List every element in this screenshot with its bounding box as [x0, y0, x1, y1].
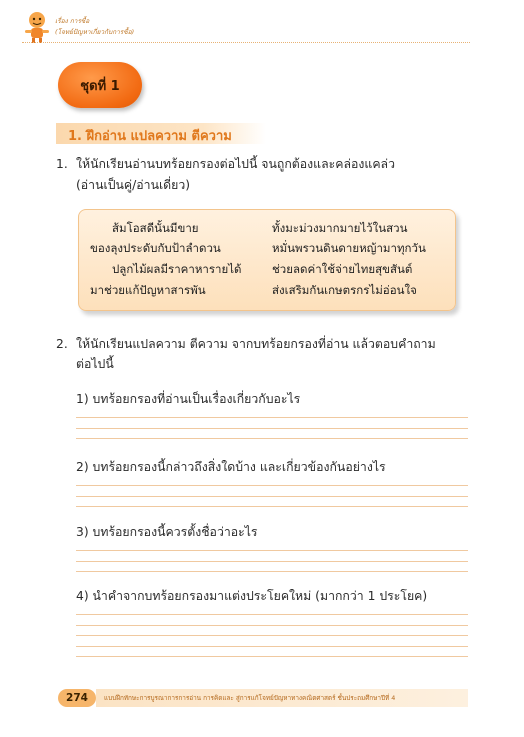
poem-left-2: ของลุงประดับกับป้าลำดวน [90, 241, 221, 255]
poem-right-4: ส่งเสริมกันเกษตรกรไม่อ่อนใจ [272, 283, 417, 297]
header-subtopic: (โจทย์ปัญหาเกี่ยวกับการซื้อ) [55, 28, 135, 36]
q2-text-line2: ต่อไปนี้ [76, 357, 114, 371]
poem-left-1: ส้มโอสดีนั้นมีขาย [112, 221, 199, 235]
header-topic: เรื่อง การซื้อ [55, 17, 90, 25]
header-divider [22, 42, 470, 43]
poem-left-3: ปลูกไม้ผลมีราคาหารายได้ [112, 262, 242, 276]
answer-lines-4[interactable] [76, 614, 468, 667]
answer-lines-3[interactable] [76, 550, 468, 582]
q2-text: ให้นักเรียนแปลความ ตีความ จากบทร้อยกรองที่อ่าน แล้วตอบคำถาม [76, 337, 436, 351]
poem-right-3: ช่วยลดค่าใช้จ่ายไทยสุขสันต์ [272, 262, 413, 276]
poem-right-1: ทั้งมะม่วงมากมายไว้ในสวน [272, 221, 408, 235]
q2-number: 2. [56, 337, 68, 351]
subquestion-3: 3) บทร้อยกรองนี้ควรตั้งชื่อว่าอะไร [76, 525, 258, 539]
poem-right-2: หมั่นพรวนดินดายหญ้ามาทุกวัน [272, 241, 426, 255]
answer-lines-1[interactable] [76, 417, 468, 449]
subquestion-4: 4) นำคำจากบทร้อยกรองมาแต่งประโยคใหม่ (มากกว่า 1 ประโยค) [76, 589, 428, 603]
q1-text-line2: (อ่านเป็นคู่/อ่านเดี่ยว) [76, 178, 191, 192]
subquestion-1: 1) บทร้อยกรองที่อ่านเป็นเรื่องเกี่ยวกับอะไร [76, 392, 301, 406]
footer-text: แบบฝึกทักษะการบูรณาการการอ่าน การคิดและ สู่การแก้โจทย์ปัญหาทางคณิตศาสตร์ ชั้นประถมศึกษาปีที่ 4 [104, 694, 396, 702]
page-number: 274 [58, 689, 96, 707]
poem-left-4: มาช่วยแก้ปัญหาสารพัน [90, 283, 206, 297]
section-title: 1. ฝึกอ่าน แปลความ ตีความ [68, 129, 232, 144]
mascot-icon [22, 10, 52, 44]
answer-lines-2[interactable] [76, 485, 468, 517]
subquestion-2: 2) บทร้อยกรองนี้กล่าวถึงสิ่งใดบ้าง และเกี่ยวข้องกันอย่างไร [76, 460, 386, 474]
q1-text: ให้นักเรียนอ่านบทร้อยกรองต่อไปนี้ จนถูกต้องและคล่องแคล่ว [76, 157, 395, 171]
q1-number: 1. [56, 157, 68, 171]
set-badge: ชุดที่ 1 [58, 62, 142, 108]
